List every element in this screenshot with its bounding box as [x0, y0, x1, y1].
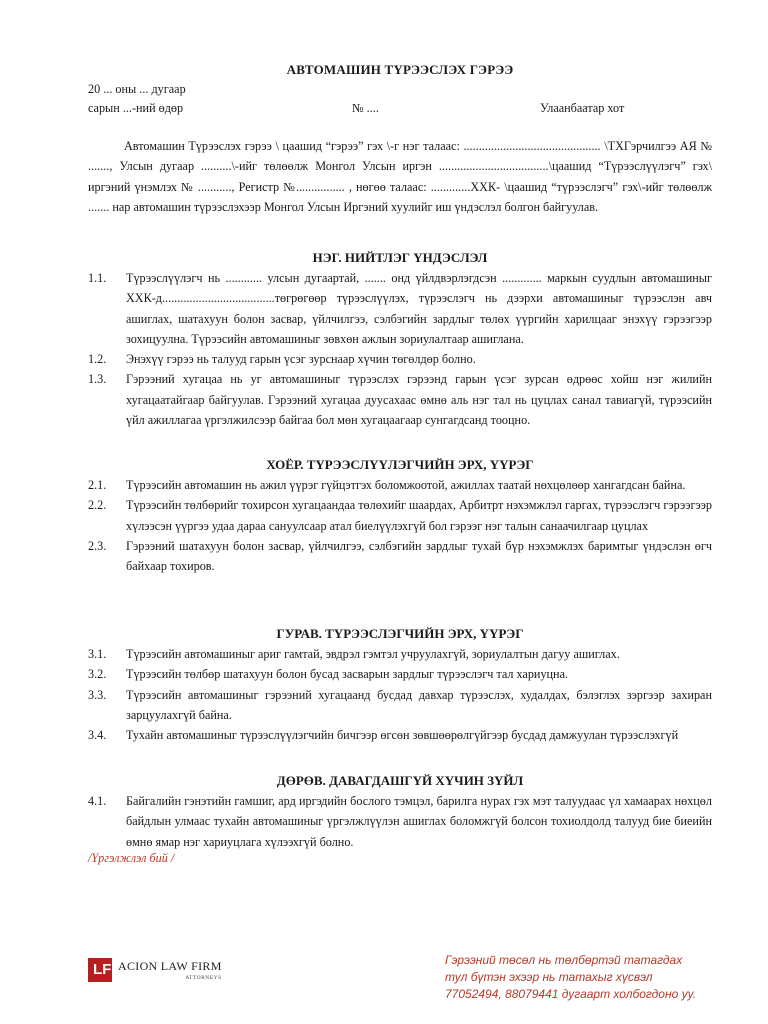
intro-paragraph: Автомашин Түрээслэх гэрээ \ цаашид “гэрээ” гэх \-г нэг талаас: ............................................. \ТХГэрчилгээ АЯ № ......., Улсын дугаар ..........\-ийг төлөөлж Монгол Улсын иргэн ....................................\цаашид “Түрээслүүлэгч” гэх\ иргэний үнэмлэх № ..........., Регистр №................ , нөгөө талаас: .............ХХК- \цаашид “түрээслэгч” гэх\-ийг төлөөлж ....... нар автомашин түрээслэхээр Монгол Улсын Иргэний хуулийг иш үндэслэл болгон байгуулав. [88, 139, 712, 214]
clause-text: Байгалийн гэнэтийн гамшиг, ард иргэдийн бослого тэмцэл, барилга нурах гэх мэт талуудаас үл хамаарах нөхцөл байдлын улмаас тухайн автомашиныг үргэлжлүүлэн ашиглах боломжгүй болсон тохиолдолд талууд бие биеийн өмнө ямар нэг хариуцлага хүлээхгүй болно. [126, 794, 712, 849]
clause-3-4 [88, 725, 712, 745]
logo-subtitle: ATTORNEYS [185, 975, 222, 981]
law-firm-logo-icon [88, 958, 112, 982]
clause-text: Гэрээний хугацаа нь уг автомашиныг түрээслэх гэрээнд гарын үсэг зурсан өдрөөс хойш нэг жилийн хугацаатайгаар байгуулав. Гэрээний хугацаа дуусахаас өмнө аль нэг тал нь цуцлах санал тавиагүй, түрээсийн үйл ажиллагаа үргэлжилсээр байгаа бол мөн хугацаагаар сунгагдсанд тооцно. [126, 372, 712, 428]
clause-1-2 [88, 349, 712, 369]
clause-text: Түрээсийн автомашиныг гэрээний хугацаанд бусдад давхар түрээслэх, худалдах, бэлэглэх зэргээр захиран зарцуулахгүй байна. [126, 687, 712, 722]
section-lessor-rights [88, 455, 712, 576]
continue-note: /Үргэлжлэл бий / [88, 851, 175, 865]
clause-number: 3.1. [88, 647, 107, 661]
section-title: НЭГ. НИЙТЛЭГ ҮНДЭСЛЭЛ [312, 250, 488, 265]
section-lessee-rights [88, 624, 712, 745]
clause-number: 2.1. [88, 478, 107, 492]
clause-number: 1.3. [88, 372, 107, 387]
section-force-majeure [88, 771, 712, 852]
download-note-line: тул бүтэн эхээр нь татахыг хүсвэл [445, 970, 653, 984]
clause-number: 4.1. [88, 794, 107, 808]
law-firm-logo [88, 958, 222, 982]
clause-text: Гэрээний шатахуун болон засвар, үйлчилгээ, сэлбэгийн зардлыг тухай бүр нэхэмжлэх баримтыг үндэслэн өгч байхаар тохиров. [126, 538, 712, 574]
clause-text: Түрээсийн төлбөрийг тохирсон хугацаандаа төлөхийг шаардах, Арбитрт нэхэмжлэл гаргах, түрээслэгч гэрээгээр хүлээсэн үүргээ удаа дараа сануулсаар атал биелүүлэхгүй бол гэрээг нэг талын санаачилгаар цуцлах [126, 498, 712, 533]
clause-3-3 [88, 685, 712, 726]
clause-1-3 [88, 369, 712, 430]
clause-3-1 [88, 644, 712, 664]
logo-glyph: LF [93, 961, 112, 978]
clause-text: Энэхүү гэрээ нь талууд гарын үсэг зурснаар хүчин төгөлдөр болно. [126, 352, 476, 367]
clause-4-1 [88, 791, 712, 852]
section-title: ХОЁР. ТҮРЭЭСЛҮҮЛЭГЧИЙН ЭРХ, ҮҮРЭГ [266, 457, 534, 472]
date-line-year: 20 ... оны ... дугаар [88, 82, 186, 96]
clause-number: 3.3. [88, 687, 107, 702]
clause-2-2 [88, 495, 712, 536]
clause-text: Түрээсийн автомашин нь ажил үүрэг гүйцэтгэх боломжоотой, ажиллах таатай нөхцөлөөр хангагдсан байна. [126, 478, 686, 492]
clause-text: Түрээсийн төлбөр шатахуун болон бусад засварын зардлыг түрээслэгч тал хариуцна. [126, 667, 569, 682]
clause-number: 2.2. [88, 498, 107, 513]
clause-text: Тухайн автомашиныг түрээслүүлэгчийн бичгээр өгсөн зөвшөөрөлгүйгээр бусдад дамжуулан түрээслэхгүй [126, 728, 679, 743]
contract-city: Улаанбаатар хот [540, 101, 625, 115]
section-title: ГУРАВ. ТҮРЭЭСЛЭГЧИЙН ЭРХ, ҮҮРЭГ [276, 626, 524, 641]
document-title: АВТОМАШИН ТҮРЭЭСЛЭХ ГЭРЭЭ [286, 62, 514, 77]
contract-number: № .... [352, 101, 379, 115]
section-title: ДӨРӨВ. ДАВАГДАШГҮЙ ХҮЧИН ЗҮЙЛ [276, 773, 524, 788]
download-note-line: Гэрээний төсөл нь төлбөртэй татагдах [445, 953, 683, 967]
logo-firm-name: ACION LAW FIRM [118, 959, 222, 973]
clause-text: Түрээсийн автомашиныг ариг гамтай, эвдрэл гэмтэл учруулахгүй, зориулалтын дагуу ашиглах. [126, 647, 620, 661]
clause-number: 3.4. [88, 728, 107, 743]
clause-text: Түрээслүүлэгч нь ............ улсын дугаартай, ....... онд үйлдвэрлэгдсэн ............. маркын суудлын автомашиныг ХХК-д.....................................төгрөгөөр түрээслүүлэх, түрээслэгч нь дээрхи автомашиныг түрээслэн авч ашиглах, шатахуун болон засвар, үйлчилгээ, сэлбэгийн зардлыг төлөх үүргийн харилцааг энэхүү гэрээгээр зохицуулна. Түрээсийн автомашиныг зөвхөн ажлын зориулалтаар ашиглана. [126, 271, 712, 346]
clause-2-3 [88, 536, 712, 577]
section-general [88, 248, 712, 430]
clause-number: 1.1. [88, 271, 107, 285]
clause-number: 1.2. [88, 352, 107, 367]
clause-2-1 [88, 475, 712, 495]
download-note-line: 77052494, 88079441 дугаарт холбогдоно уу. [445, 987, 697, 1001]
clause-3-2 [88, 664, 712, 684]
download-note [445, 952, 696, 1003]
clause-1-1 [88, 268, 712, 349]
clause-number: 3.2. [88, 667, 107, 682]
clause-number: 2.3. [88, 538, 107, 553]
date-line-day: сарын ...-ний өдөр [88, 101, 184, 115]
